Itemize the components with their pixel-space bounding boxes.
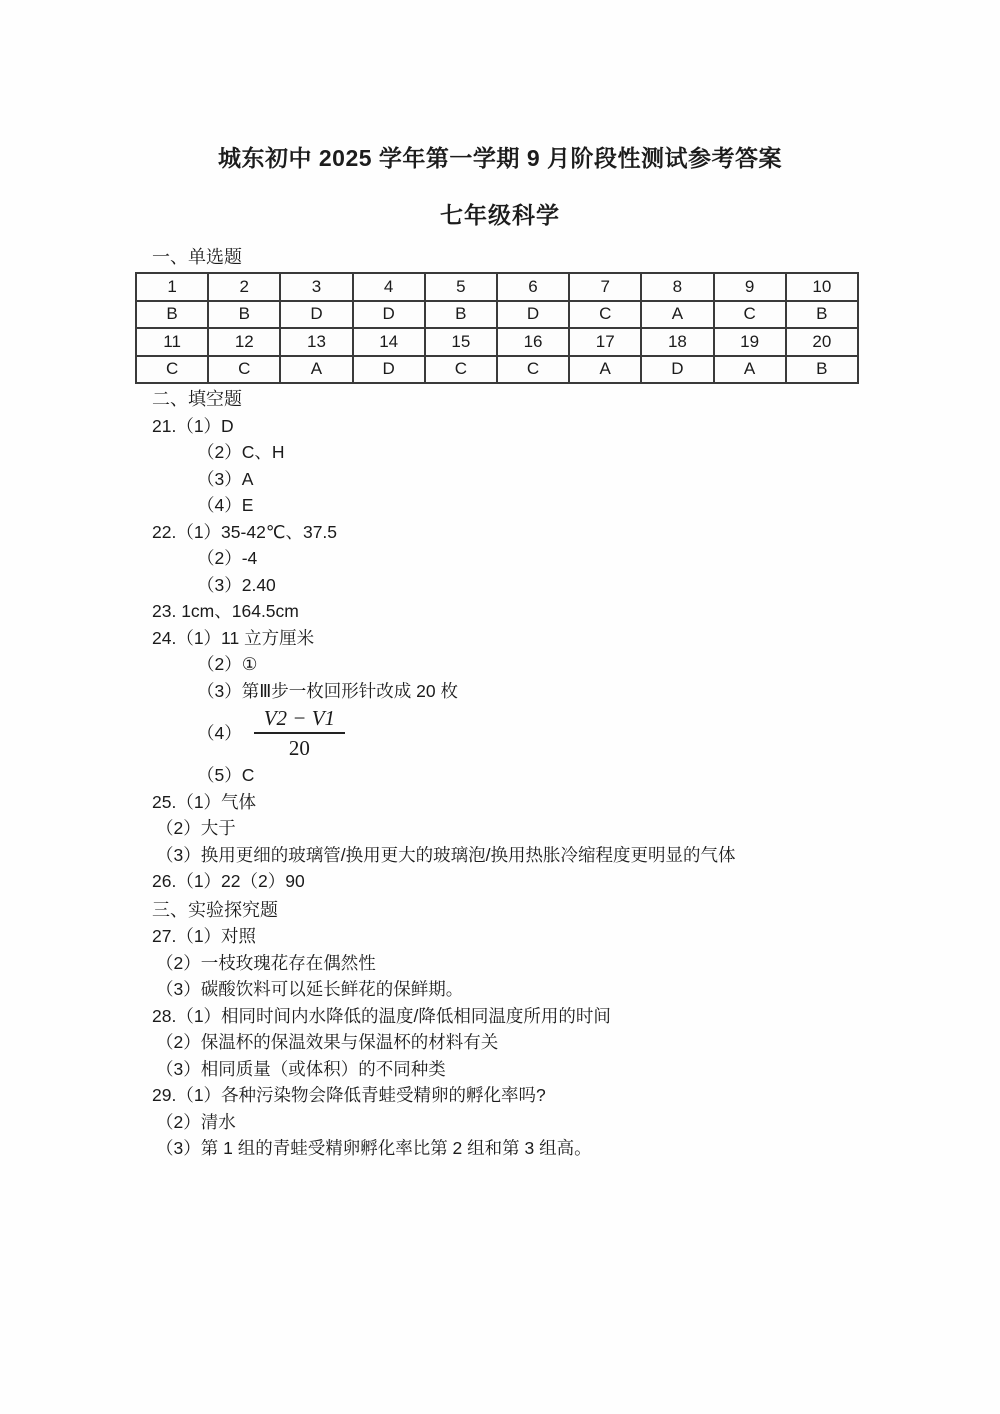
answer-line-28-3: （3）相同质量（或体积）的不同种类 bbox=[156, 1058, 446, 1079]
answer-line-27-3: （3）碳酸饮料可以延长鲜花的保鲜期。 bbox=[156, 979, 464, 999]
answer-line-21-4: （4）E bbox=[197, 495, 254, 515]
answer-cell: B bbox=[136, 301, 208, 329]
document-body bbox=[135, 242, 859, 1162]
answer-line-21-3: （3）A bbox=[197, 468, 254, 489]
answer-line-21-1: 21.（1）D bbox=[152, 415, 234, 436]
question-number-cell: 3 bbox=[280, 273, 352, 301]
answer-line-29-2: （2）清水 bbox=[156, 1111, 236, 1132]
section-heading-experiment: 三、实验探究题 bbox=[152, 899, 278, 920]
answer-line-24-3: （3）第Ⅲ步一枚回形针改成 20 枚 bbox=[197, 680, 458, 701]
question-number-cell: 9 bbox=[714, 273, 786, 301]
answer-line-25-3: （3）换用更细的玻璃管/换用更大的玻璃泡/换用热胀冷缩程度更明显的气体 bbox=[156, 844, 736, 865]
answer-cell: C bbox=[208, 356, 280, 384]
answer-cell: B bbox=[425, 301, 497, 329]
answer-line-24-4 bbox=[135, 704, 859, 762]
answer-line-24-1: 24.（1）11 立方厘米 bbox=[152, 627, 315, 648]
table-row-question-numbers-11-20 bbox=[136, 328, 858, 356]
answer-line-22-3: （3）2.40 bbox=[197, 574, 276, 595]
answer-cell: D bbox=[641, 356, 713, 384]
answer-line-24-5: （5）C bbox=[197, 765, 255, 785]
answer-cell: C bbox=[497, 356, 569, 384]
answer-cell: A bbox=[641, 301, 713, 329]
question-number-cell: 10 bbox=[786, 273, 858, 301]
answer-line-23: 23. 1cm、164.5cm bbox=[152, 601, 299, 621]
answer-line-28-2: （2）保温杯的保温效果与保温杯的材料有关 bbox=[156, 1032, 499, 1052]
answer-line-25-2: （2）大于 bbox=[156, 818, 236, 838]
answer-cell: C bbox=[425, 356, 497, 384]
question-number-cell: 4 bbox=[353, 273, 425, 301]
answer-line-24-2: （2）① bbox=[197, 654, 258, 674]
answer-cell: B bbox=[786, 356, 858, 384]
answer-line-22-1: 22.（1）35-42℃、37.5 bbox=[152, 521, 338, 542]
answer-cell: B bbox=[208, 301, 280, 329]
answer-cell: D bbox=[353, 356, 425, 384]
question-number-cell: 11 bbox=[136, 328, 208, 356]
answer-cell: D bbox=[353, 301, 425, 329]
document-subtitle: 七年级科学 bbox=[440, 202, 560, 228]
answer-line-21-2: （2）C、H bbox=[197, 442, 285, 462]
question-number-cell: 19 bbox=[714, 328, 786, 356]
question-number-cell: 20 bbox=[786, 328, 858, 356]
question-number-cell: 7 bbox=[569, 273, 641, 301]
question-number-cell: 13 bbox=[280, 328, 352, 356]
fraction-expression bbox=[254, 706, 345, 760]
question-number-cell: 18 bbox=[641, 328, 713, 356]
answer-cell: A bbox=[280, 356, 352, 384]
table-row-answers-1-10 bbox=[136, 301, 858, 329]
answer-cell: A bbox=[714, 356, 786, 384]
question-number-cell: 17 bbox=[569, 328, 641, 356]
answer-cell: D bbox=[497, 301, 569, 329]
section-heading-multiple-choice: 一、单选题 bbox=[152, 247, 242, 267]
table-row-question-numbers-1-10 bbox=[136, 273, 858, 301]
table-row-answers-11-20 bbox=[136, 356, 858, 384]
answer-cell: D bbox=[280, 301, 352, 329]
answer-line-27-2: （2）一枝玫瑰花存在偶然性 bbox=[156, 952, 376, 973]
question-number-cell: 8 bbox=[641, 273, 713, 301]
answer-line-22-2: （2）-4 bbox=[197, 548, 258, 568]
answer-cell: C bbox=[569, 301, 641, 329]
fraction-denominator: 20 bbox=[288, 736, 310, 760]
question-number-cell: 14 bbox=[353, 328, 425, 356]
answer-line-27-1: 27.（1）对照 bbox=[152, 926, 257, 946]
answer-cell: A bbox=[569, 356, 641, 384]
answer-cell: C bbox=[714, 301, 786, 329]
answer-line-26: 26.（1）22（2）90 bbox=[152, 871, 305, 891]
answer-line-29-1: 29.（1）各种污染物会降低青蛙受精卵的孵化率吗? bbox=[152, 1085, 546, 1105]
question-number-cell: 15 bbox=[425, 328, 497, 356]
question-number-cell: 16 bbox=[497, 328, 569, 356]
answer-cell: B bbox=[786, 301, 858, 329]
question-number-cell: 12 bbox=[208, 328, 280, 356]
document-title: 城东初中 2025 学年第一学期 9 月阶段性测试参考答案 bbox=[217, 145, 783, 171]
answer-line-24-4-label: （4） bbox=[197, 722, 242, 743]
answer-cell: C bbox=[136, 356, 208, 384]
multiple-choice-answer-table bbox=[135, 272, 859, 384]
section-heading-fill-in-blank: 二、填空题 bbox=[152, 389, 242, 409]
question-number-cell: 2 bbox=[208, 273, 280, 301]
answer-line-28-1: 28.（1）相同时间内水降低的温度/降低相同温度所用的时间 bbox=[152, 1005, 611, 1026]
answer-line-29-3: （3）第 1 组的青蛙受精卵孵化率比第 2 组和第 3 组高。 bbox=[156, 1138, 592, 1158]
answer-line-25-1: 25.（1）气体 bbox=[152, 791, 257, 812]
question-number-cell: 1 bbox=[136, 273, 208, 301]
question-number-cell: 5 bbox=[425, 273, 497, 301]
fraction-numerator: V2 − V1 bbox=[254, 706, 345, 734]
question-number-cell: 6 bbox=[497, 273, 569, 301]
